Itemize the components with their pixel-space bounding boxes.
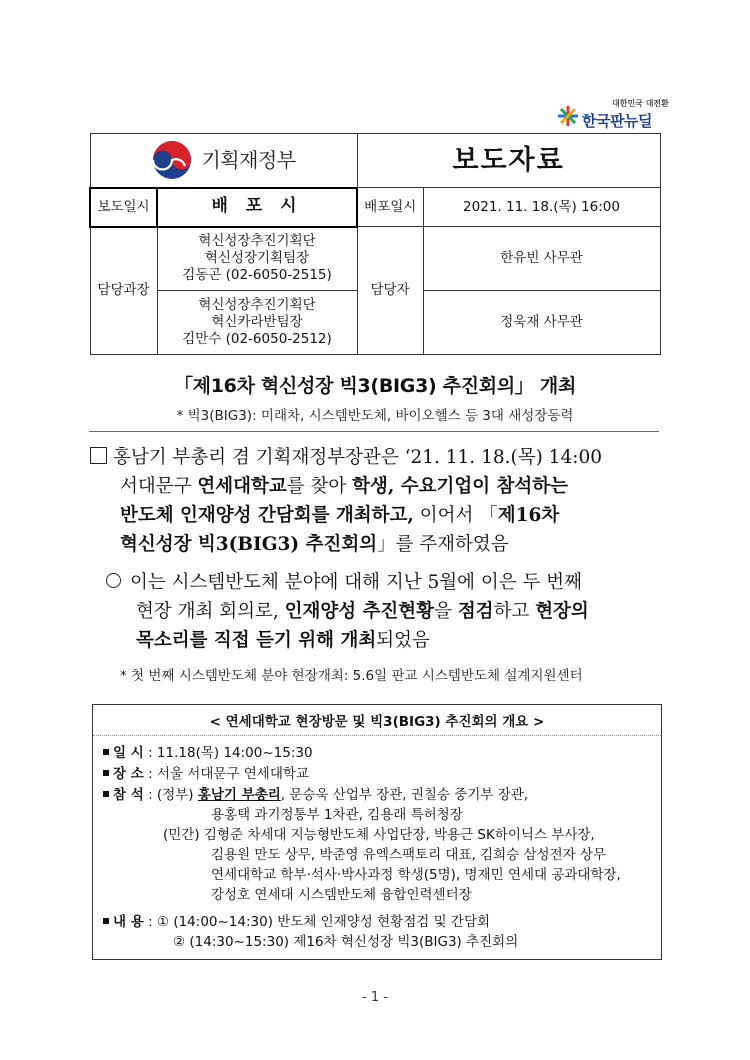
overview-place: 장 소 : 서울 서대문구 연세대학교 xyxy=(103,764,309,784)
page-number: - 1 - xyxy=(362,990,388,1005)
press-header-table xyxy=(89,133,661,355)
overview-attendees-priv-3: 연세대학교 학부·석사·박사과정 학생(5명), 명재민 연세대 공과대학장, xyxy=(211,867,621,883)
overview-content-2: ② (14:30~15:30) 제16차 혁신성장 빅3(BIG3) 추진회의 xyxy=(173,934,519,950)
dept-head-2: 혁신성장추진기획단 혁신카라반팀장 김만수 (02-6050-2512) xyxy=(157,291,357,355)
contact-label: 담당자 xyxy=(357,227,423,355)
overview-attendees: 참 석 : (정부) 홍남기 부총리, 문승욱 산업부 장관, 권칠승 중기부 장관, xyxy=(103,785,528,805)
overview-box xyxy=(92,704,662,960)
square-bullet-icon xyxy=(103,918,109,924)
ministry-cell xyxy=(90,134,357,188)
overview-attendees-gov-2: 용홍택 과기정통부 1차관, 김용래 특허청장 xyxy=(211,807,463,823)
doc-type-title: 보도자료 xyxy=(452,144,565,176)
release-time-label: 보도일시 xyxy=(90,188,157,227)
distribution-time-label: 배포일시 xyxy=(357,188,423,227)
dept-head-1: 혁신성장추진기획단 혁신성장기획팀장 김동곤 (02-6050-2515) xyxy=(157,227,357,291)
ministry-emblem-icon xyxy=(151,139,193,181)
section-divider xyxy=(89,431,659,432)
headline-subnote: * 빅3(BIG3): 미래차, 시스템반도체, 바이오헬스 등 3대 새성장동력 xyxy=(176,408,574,424)
logo-tagline: 대한민국 대전환 xyxy=(612,99,669,108)
overview-attendees-priv-2: 김용원 만도 상무, 박준영 유엑스팩토리 대표, 김희승 삼성전자 상무 xyxy=(211,847,607,863)
sub-paragraph: 이는 시스템반도체 분야에 대해 지난 5월에 이은 두 번째 현장 개최 회의로, 인재양성 추진현황을 점검하고 현장의 목소리를 직접 듣기 위해 개최되었음 xyxy=(106,568,668,655)
circle-bullet-icon xyxy=(106,573,121,588)
main-paragraph: 홍남기 부총리 겸 기획재정부장관은 ‘21. 11. 18.(목) 14:00 서대문구 연세대학교를 찾아 학생, 수요기업이 참석하는 반도체 인재양성 간담회를 개최하고, 이어서 「제16차 혁신성장 빅3(BIG3) 추진회의」를 주재하였음 xyxy=(90,443,670,559)
doc-type-cell xyxy=(357,134,660,188)
overview-attendees-priv-4: 강성호 연세대 시스템반도체 융합인력센터장 xyxy=(211,887,472,903)
release-time-value: 배 포 시 xyxy=(157,188,357,227)
distribution-time-value: 2021. 11. 18.(목) 16:00 xyxy=(423,188,660,227)
overview-title: < 연세대학교 현장방문 및 빅3(BIG3) 추진회의 개요 > xyxy=(209,714,545,730)
dept-head-label: 담당과장 xyxy=(90,227,157,355)
headline: 「제16차 혁신성장 빅3(BIG3) 추진회의」 개최 xyxy=(173,375,577,397)
korean-new-deal-logo xyxy=(556,98,669,132)
checkbox-bullet-icon xyxy=(90,447,107,464)
overview-content: 내 용 : ① (14:00~14:30) 반도체 인재양성 현황점검 및 간담회 xyxy=(103,912,490,932)
contact-1: 한유빈 사무관 xyxy=(423,227,660,291)
ministry-name: 기획재정부 xyxy=(201,147,296,172)
contact-2: 정욱재 사무관 xyxy=(423,291,660,355)
logo-name: 한국판뉴딜 xyxy=(582,112,652,130)
square-bullet-icon xyxy=(103,791,109,797)
overview-date: 일 시 : 11.18(목) 14:00~15:30 xyxy=(103,743,313,763)
new-deal-star-icon xyxy=(556,104,580,128)
overview-attendees-priv-1: (민간) 김형준 차세대 지능형반도체 사업단장, 박용근 SK하이닉스 부사장, xyxy=(163,827,595,843)
footnote: * 첫 번째 시스템반도체 분야 현장개최: 5.6일 판교 시스템반도체 설계지원센터 xyxy=(120,668,583,684)
square-bullet-icon xyxy=(103,749,109,755)
overview-divider xyxy=(93,735,661,736)
square-bullet-icon xyxy=(103,770,109,776)
